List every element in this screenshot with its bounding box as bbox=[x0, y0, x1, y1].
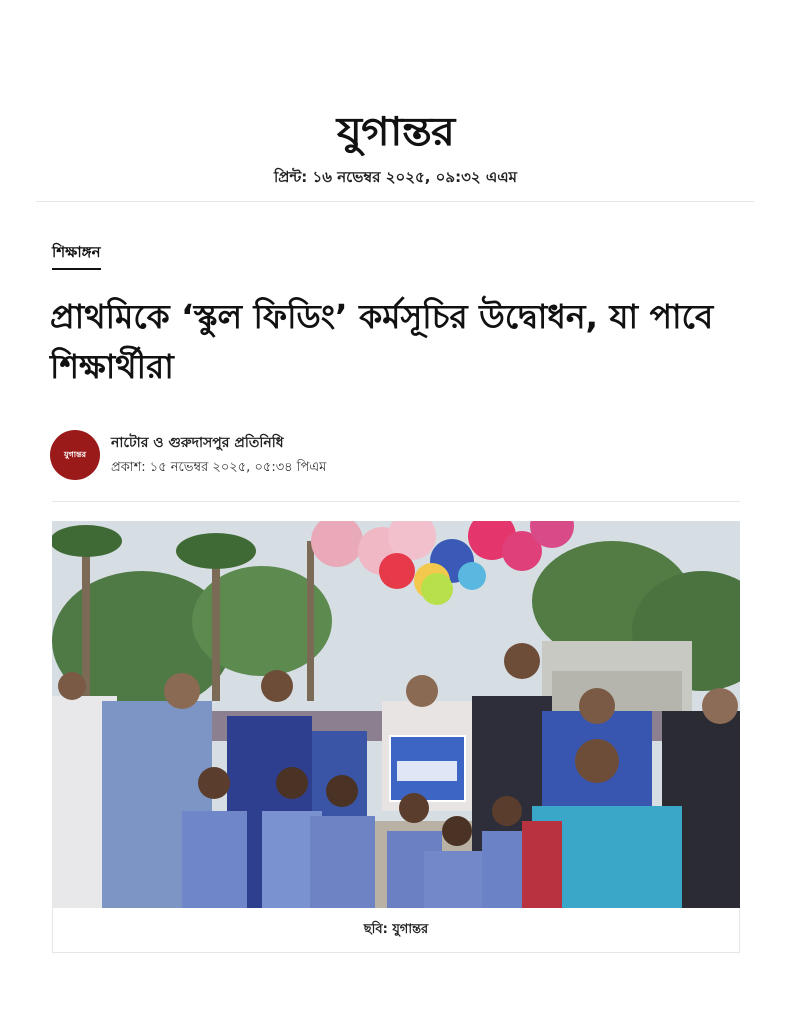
published-date: প্রকাশ: ১৫ নভেম্বর ২০২৫, ০৫:৩৪ পিএম bbox=[111, 460, 327, 475]
photo-caption-text: ছবি: যুগান্তর bbox=[363, 921, 429, 937]
print-date: প্রিন্ট: ১৬ নভেম্বর ২০২৫, ০৯:৩২ এএম bbox=[274, 168, 517, 186]
author-avatar-text: যুগান্তর bbox=[63, 449, 87, 459]
photo-illustration bbox=[52, 521, 740, 908]
author-avatar bbox=[50, 430, 100, 480]
photo-caption bbox=[52, 908, 740, 953]
article-photo bbox=[52, 521, 740, 908]
logo[interactable] bbox=[0, 104, 791, 164]
divider bbox=[36, 201, 754, 202]
logo-text: যুগান্তর bbox=[336, 108, 455, 155]
author-name[interactable]: নাটোর ও গুরুদাসপুর প্রতিনিধি bbox=[111, 435, 284, 451]
divider bbox=[52, 501, 740, 502]
category-link[interactable]: শিক্ষাঙ্গন bbox=[52, 241, 101, 270]
article-headline: প্রাথমিকে ‘স্কুল ফিডিং’ কর্মসূচির উদ্বোধন, যা পাবে শিক্ষার্থীরা bbox=[50, 297, 714, 386]
